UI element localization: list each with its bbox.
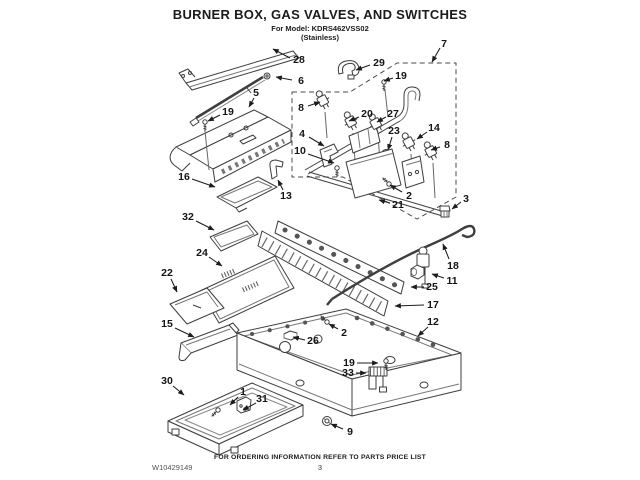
callout-23: 23: [388, 125, 400, 137]
callout-21: 21: [392, 199, 404, 211]
callout-19: 19: [222, 106, 234, 118]
callout-7: 7: [441, 38, 447, 50]
callout-leader-24: [209, 257, 222, 266]
callout-28: 28: [293, 54, 305, 66]
callout-8: 8: [444, 139, 450, 151]
footer-note: FOR ORDERING INFORMATION REFER TO PARTS PRICE LIST: [213, 454, 427, 461]
part-15-bracket: [179, 323, 239, 361]
callout-29: 29: [373, 57, 385, 69]
callout-2: 2: [406, 190, 412, 202]
callout-16: 16: [178, 171, 190, 183]
callout-15: 15: [161, 318, 173, 330]
callout-5: 5: [253, 87, 259, 99]
callout-14: 14: [428, 122, 440, 134]
part-24-plate: [200, 256, 294, 323]
callout-19: 19: [395, 70, 407, 82]
callout-9: 9: [347, 426, 353, 438]
callout-leader-22: [171, 279, 177, 292]
callout-11: 11: [446, 275, 458, 287]
callout-2: 2: [341, 327, 347, 339]
page-number: 3: [317, 463, 323, 472]
page-title: BURNER BOX, GAS VALVES, AND SWITCHES: [172, 7, 468, 22]
doc-number: W10429149: [152, 463, 193, 472]
gas-valve-14: [398, 130, 419, 153]
part-13-clip: [270, 160, 283, 179]
screw-10: [335, 166, 339, 177]
callout-6: 6: [298, 75, 304, 87]
callout-25: 25: [426, 281, 438, 293]
manifold-assembly: [305, 61, 450, 217]
part-32-plate: [210, 221, 258, 251]
callout-leader-18: [443, 244, 449, 259]
callout-20: 20: [361, 108, 373, 120]
part-28-rail: [179, 51, 299, 90]
callout-19: 19: [343, 357, 355, 369]
screw-19-left: [203, 120, 207, 131]
callout-leader-16: [192, 179, 215, 187]
part-16-plate: [217, 177, 277, 212]
callout-4: 4: [299, 128, 305, 140]
part-9-grommet: [323, 417, 332, 426]
callout-leader-6: [276, 77, 292, 80]
callout-10: 10: [294, 145, 306, 157]
screw-19-manifold: [382, 80, 386, 91]
callout-33: 33: [342, 367, 354, 379]
callout-1: 1: [240, 386, 246, 398]
callout-leader-7: [432, 48, 440, 62]
callout-30: 30: [161, 375, 173, 387]
callout-leader-19: [384, 78, 393, 81]
callout-leader-30: [173, 386, 184, 395]
callout-18: 18: [447, 260, 459, 272]
callout-leader-11: [432, 274, 444, 278]
callout-leader-13: [278, 180, 283, 190]
callout-leader-32: [196, 221, 214, 230]
callout-32: 32: [182, 211, 194, 223]
callout-leader-12: [418, 327, 428, 336]
callout-leader-4: [309, 137, 324, 146]
callout-26: 26: [307, 335, 319, 347]
callout-3: 3: [463, 193, 469, 205]
callout-12: 12: [427, 316, 439, 328]
callout-27: 27: [387, 108, 399, 120]
callout-leader-23: [388, 137, 392, 150]
model-line: For Model: KDRS462VSS02: [271, 24, 369, 33]
callout-leader-3: [452, 202, 461, 209]
finish-line: (Stainless): [301, 33, 339, 42]
part-30-tray: [168, 383, 303, 455]
callout-31: 31: [256, 393, 268, 405]
callout-leader-19: [208, 115, 220, 121]
gas-valve-8-right: [420, 139, 441, 162]
callout-leader-17: [395, 305, 424, 306]
callout-22: 22: [161, 267, 173, 279]
callout-leader-5: [249, 98, 254, 107]
callout-8: 8: [298, 102, 304, 114]
callout-leader-14: [417, 132, 427, 139]
callout-13: 13: [280, 190, 292, 202]
callout-17: 17: [427, 299, 439, 311]
callout-leader-15: [175, 328, 194, 337]
callout-leader-9: [331, 424, 343, 429]
callout-24: 24: [196, 247, 208, 259]
